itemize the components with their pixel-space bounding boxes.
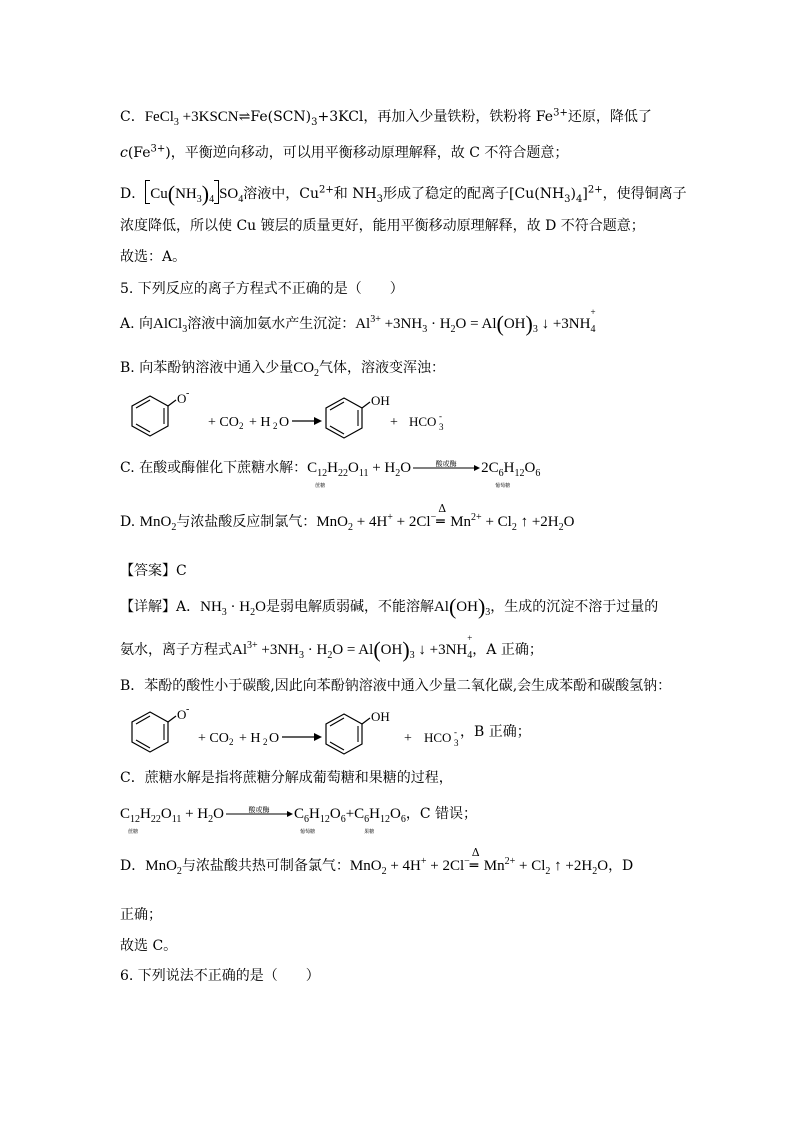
detail-b-line2-end: ，B 正确； [460, 724, 531, 740]
q5-option-b: B. 向苯酚钠溶液中通入少量$CO_2$气体，溶液变浑浊： [120, 360, 446, 379]
phenoxide-reaction-diagram [118, 386, 458, 442]
svg-text:3: 3 [439, 422, 444, 432]
detail-c-line1: C．蔗糖水解是指将蔗糖分解成葡萄糖和果糖的过程， [120, 770, 453, 786]
detail-d-line1: D．MnO$_2$与浓盐酸共热可制备氯气：MnO$_2$ + 4H+ + 2Cl− Δ ═ $Mn^{2+} + Cl_2$ ↑ $+2H_2O$，D [120, 846, 634, 877]
svg-text:-: - [454, 727, 457, 737]
phenoxide-ring-icon [132, 388, 189, 436]
phenol-ring-icon [326, 393, 390, 438]
svg-text:+ CO: + CO [208, 415, 239, 430]
svg-text:3: 3 [454, 738, 459, 748]
detail-b-line1: B．苯酚的酸性小于碳酸,因此向苯酚钠溶液中通入少量二氧化碳,会生成苯酚和碳酸氢钠： [120, 678, 672, 694]
svg-text:O: O [177, 707, 187, 722]
svg-text:-: - [439, 411, 442, 421]
q5-option-a: A. 向AlCl$_3$溶液中滴加氨水产生沉淀：$Al^{3+} +3NH_3 \cdot H_2O = Al(OH)_3$ ↓ +3NH $_{+ 4}$ [120, 307, 596, 336]
detail-a-line1: 【详解】A．$NH_3 \cdot H_2O$是弱电解质弱碱，不能溶解$Al(OH)_3$，生成的沉淀不溶于过量的 [120, 594, 659, 619]
svg-text:-: - [186, 388, 190, 399]
detail-choose: 故选 C。 [120, 938, 178, 954]
svg-text:+ CO: + CO [198, 731, 229, 746]
detail-c-line2: $C_{12}H_{22}O_{11}$ 蔗糖 + $H_2O$ 酸或酶 $C_6H_{12}O_6$ 葡萄糖 $+C_6H_{12}O_6$ 果糖 ，C 错误； [120, 806, 478, 835]
q5-option-d: D. MnO$_2$与浓盐酸反应制氯气：MnO$_2$ + 4H+ + 2Cl− Δ ═ $Mn^{2+} + Cl_2$ ↑ $+2H_2O$ [120, 502, 575, 533]
svg-text:-: - [186, 704, 190, 715]
phenoxide-ring-icon [132, 704, 189, 752]
svg-text:2: 2 [263, 737, 268, 747]
question-6-title: 6. 下列说法不正确的是（ ） [120, 968, 320, 984]
svg-text:OH: OH [371, 709, 390, 724]
svg-text:+: + [404, 731, 412, 746]
option-c-line: C．FeCl$_3$ $+3KSCN\rightleftharpoons Fe(SCN)_3+3KCl$，再加入少量铁粉，铁粉将 $Fe^{3+}$还原，降低了 [120, 107, 652, 128]
svg-text:HCO: HCO [424, 730, 452, 745]
detail-d-line2: 正确； [120, 907, 162, 923]
answer-line: 【答案】C [120, 563, 187, 579]
option-d-line: D． $Cu(NH_3)_4$ $SO_4$溶液中，$Cu^{2+}$和 $NH_3$形成了稳定的配离子$[Cu(NH_3)_4]^{2+}$，使得铜离子 [120, 181, 687, 206]
question-5-title: 5. 下列反应的离子方程式不正确的是（ ） [120, 281, 404, 297]
option-d-line2: 浓度降低，所以使 Cu 镀层的质量更好，能用平衡移动原理解释，故 D 不符合题意； [120, 218, 645, 234]
svg-text:+ H: + H [239, 731, 261, 746]
svg-text:OH: OH [371, 393, 390, 408]
svg-text:2: 2 [239, 421, 244, 431]
detail-a-line2: 氨水，离子方程式$Al^{3+} +3NH_3 \cdot H_2O = Al(OH)_3$ ↓ +3NH $_{+ 4}$，A 正确； [120, 633, 543, 662]
svg-text:2: 2 [273, 421, 278, 431]
svg-text:O: O [279, 415, 290, 430]
svg-text:O: O [177, 391, 187, 406]
svg-text:+: + [390, 415, 398, 430]
svg-text:+ H: + H [249, 415, 271, 430]
svg-text:2: 2 [229, 737, 234, 747]
svg-text:O: O [269, 731, 280, 746]
q5-option-c: C. 在酸或酶催化下蔗糖水解：$C_{12}H_{22}O_{11}$ 蔗糖 + $H_2O$ 酸或酶 $2C_6H_{12}O_6$ 葡萄糖 [120, 460, 541, 489]
phenol-ring-icon [326, 709, 390, 754]
svg-text:HCO: HCO [409, 414, 437, 429]
option-c-line2: $c(Fe^{3+})$，平衡逆向移动，可以用平衡移动原理解释，故 C 不符合题意； [120, 143, 569, 161]
choose-a: 故选：A。 [120, 249, 187, 265]
